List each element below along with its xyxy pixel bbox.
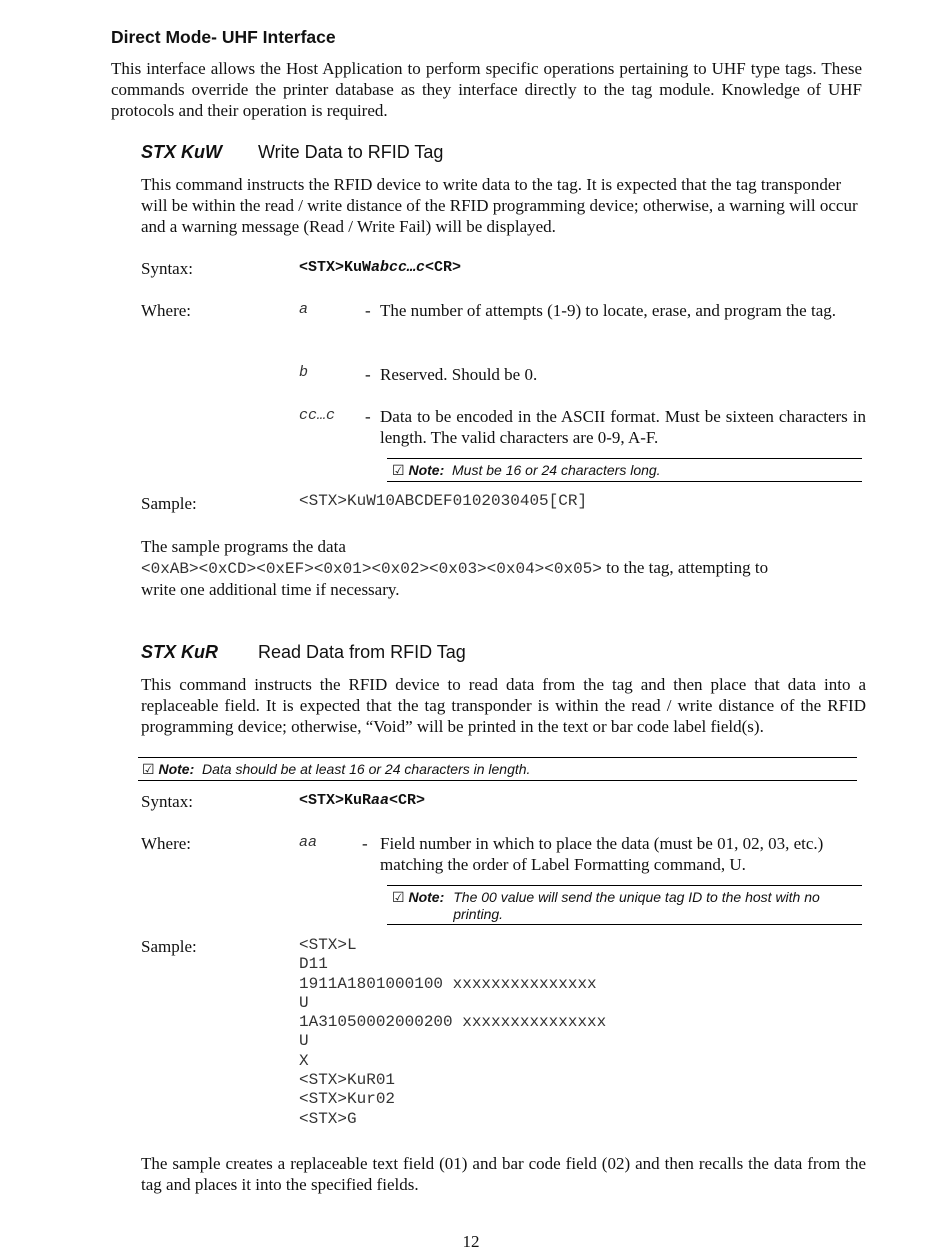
kuw-syntax-suffix: <CR> xyxy=(425,259,462,276)
kur-param-desc: Field number in which to place the data (must be 01, 02, 03, etc.) matching the order of Label Formatting command, U. xyxy=(380,834,824,874)
kuw-sample-code: <STX>KuW10ABCDEF0102030405[CR] xyxy=(299,492,588,510)
kuw-heading xyxy=(141,142,443,163)
kuw-param-b-name: b xyxy=(299,364,309,381)
code-line: 1A31050002000200 xxxxxxxxxxxxxxx xyxy=(299,1013,607,1032)
kuw-note xyxy=(387,458,862,482)
kuw-param-a-dash: - xyxy=(365,301,371,320)
kur-note xyxy=(138,757,857,781)
kuw-note-text: Must be 16 or 24 characters long. xyxy=(452,462,661,478)
kur-param-name: aa xyxy=(299,834,318,851)
kuw-sample-desc-code: <0xAB><0xCD><0xEF><0x01><0x02><0x03><0x04><0x05> xyxy=(141,560,602,578)
kur-syntax-params: aa xyxy=(371,792,390,809)
kur-command-title: Read Data from RFID Tag xyxy=(258,642,466,662)
kuw-param-a-desc: The number of attempts (1-9) to locate, erase, and program the tag. xyxy=(380,301,836,320)
code-line: <STX>L xyxy=(299,936,357,954)
kur-param-note-label: Note: xyxy=(408,889,445,905)
kur-command-code: STX KuR xyxy=(141,642,219,662)
kur-heading xyxy=(141,642,466,663)
checkbox-icon: ☑ xyxy=(392,889,405,905)
kuw-syntax-prefix: <STX>KuW xyxy=(299,259,372,276)
kur-description: This command instructs the RFID device to read data from the tag and then place that data into a replaceable field. It is expected that the tag transponder is within the read / write distance of the RFID programming device; otherwise, “Void” will be printed in the text or bar code label field(s). xyxy=(141,675,866,736)
kuw-command-code: STX KuW xyxy=(141,142,222,162)
kuw-where-label: Where: xyxy=(141,301,192,320)
kur-param-dash: - xyxy=(362,834,368,853)
kuw-syntax-params: abcc…c xyxy=(371,259,426,276)
kuw-sample-desc-line3: write one additional time if necessary. xyxy=(141,580,400,599)
kur-syntax xyxy=(299,792,425,809)
kuw-param-a-name: a xyxy=(299,301,309,318)
section-title: Direct Mode- UHF Interface xyxy=(111,27,336,47)
kuw-param-c-name: cc…c xyxy=(299,407,336,424)
kur-note-text: Data should be at least 16 or 24 characters in length. xyxy=(202,761,531,777)
kur-where-label: Where: xyxy=(141,834,192,853)
kur-syntax-label: Syntax: xyxy=(141,792,193,811)
section-intro: This interface allows the Host Application to perform specific operations pertaining to UHF type tags. These commands override the printer database as they interface directly to the tag module. Knowledge of UHF protocols and their operation is required. xyxy=(111,59,862,120)
checkbox-icon: ☑ xyxy=(142,761,155,777)
kuw-sample-desc-text: to the tag, attempting to xyxy=(601,558,769,577)
kuw-param-b-dash: - xyxy=(365,365,371,384)
kur-sample-desc: The sample creates a replaceable text field (01) and bar code field (02) and then recalls the data from the tag and places it into the specified fields. xyxy=(141,1154,866,1194)
kur-param-note-text: The 00 value will send the unique tag ID to the host with no printing. xyxy=(453,889,820,922)
kuw-note-label: Note: xyxy=(408,462,445,478)
kuw-param-c-dash: - xyxy=(365,407,371,426)
kur-note-label: Note: xyxy=(158,761,195,777)
kuw-syntax-label: Syntax: xyxy=(141,259,193,278)
code-line: <STX>Kur02 xyxy=(299,1090,396,1109)
kur-sample-code xyxy=(299,936,606,1129)
kuw-sample-desc-line1: The sample programs the data xyxy=(141,537,346,556)
code-line: <STX>G xyxy=(299,1109,357,1128)
code-line: <STX>KuR01 xyxy=(299,1071,396,1090)
checkbox-icon: ☑ xyxy=(392,462,405,478)
page-number: 12 xyxy=(462,1232,480,1251)
code-line: U xyxy=(299,1032,309,1051)
code-line: 1911A1801000100 xxxxxxxxxxxxxxx xyxy=(299,974,597,993)
kuw-description: This command instructs the RFID device to write data to the tag. It is expected that the tag transponder will be within the read / write distance of the RFID programming device; otherwise, a warning will occur and a warning message (Read / Write Fail) will be displayed. xyxy=(141,175,858,236)
kuw-command-title: Write Data to RFID Tag xyxy=(258,142,444,162)
kuw-sample-label: Sample: xyxy=(141,494,197,513)
kuw-param-c-desc: Data to be encoded in the ASCII format. Must be sixteen characters in length. The valid characters are 0-9, A-F. xyxy=(380,407,866,447)
kur-syntax-suffix: <CR> xyxy=(389,792,426,809)
kuw-param-b-desc: Reserved. Should be 0. xyxy=(380,365,538,384)
kuw-sample-desc-line2 xyxy=(141,557,768,580)
code-line: U xyxy=(299,993,309,1012)
code-line: D11 xyxy=(299,955,328,974)
kuw-syntax xyxy=(299,259,461,276)
kur-syntax-prefix: <STX>KuR xyxy=(299,792,372,809)
code-line: X xyxy=(299,1051,309,1070)
kur-sample-label: Sample: xyxy=(141,937,197,956)
kur-param-note xyxy=(387,885,862,925)
